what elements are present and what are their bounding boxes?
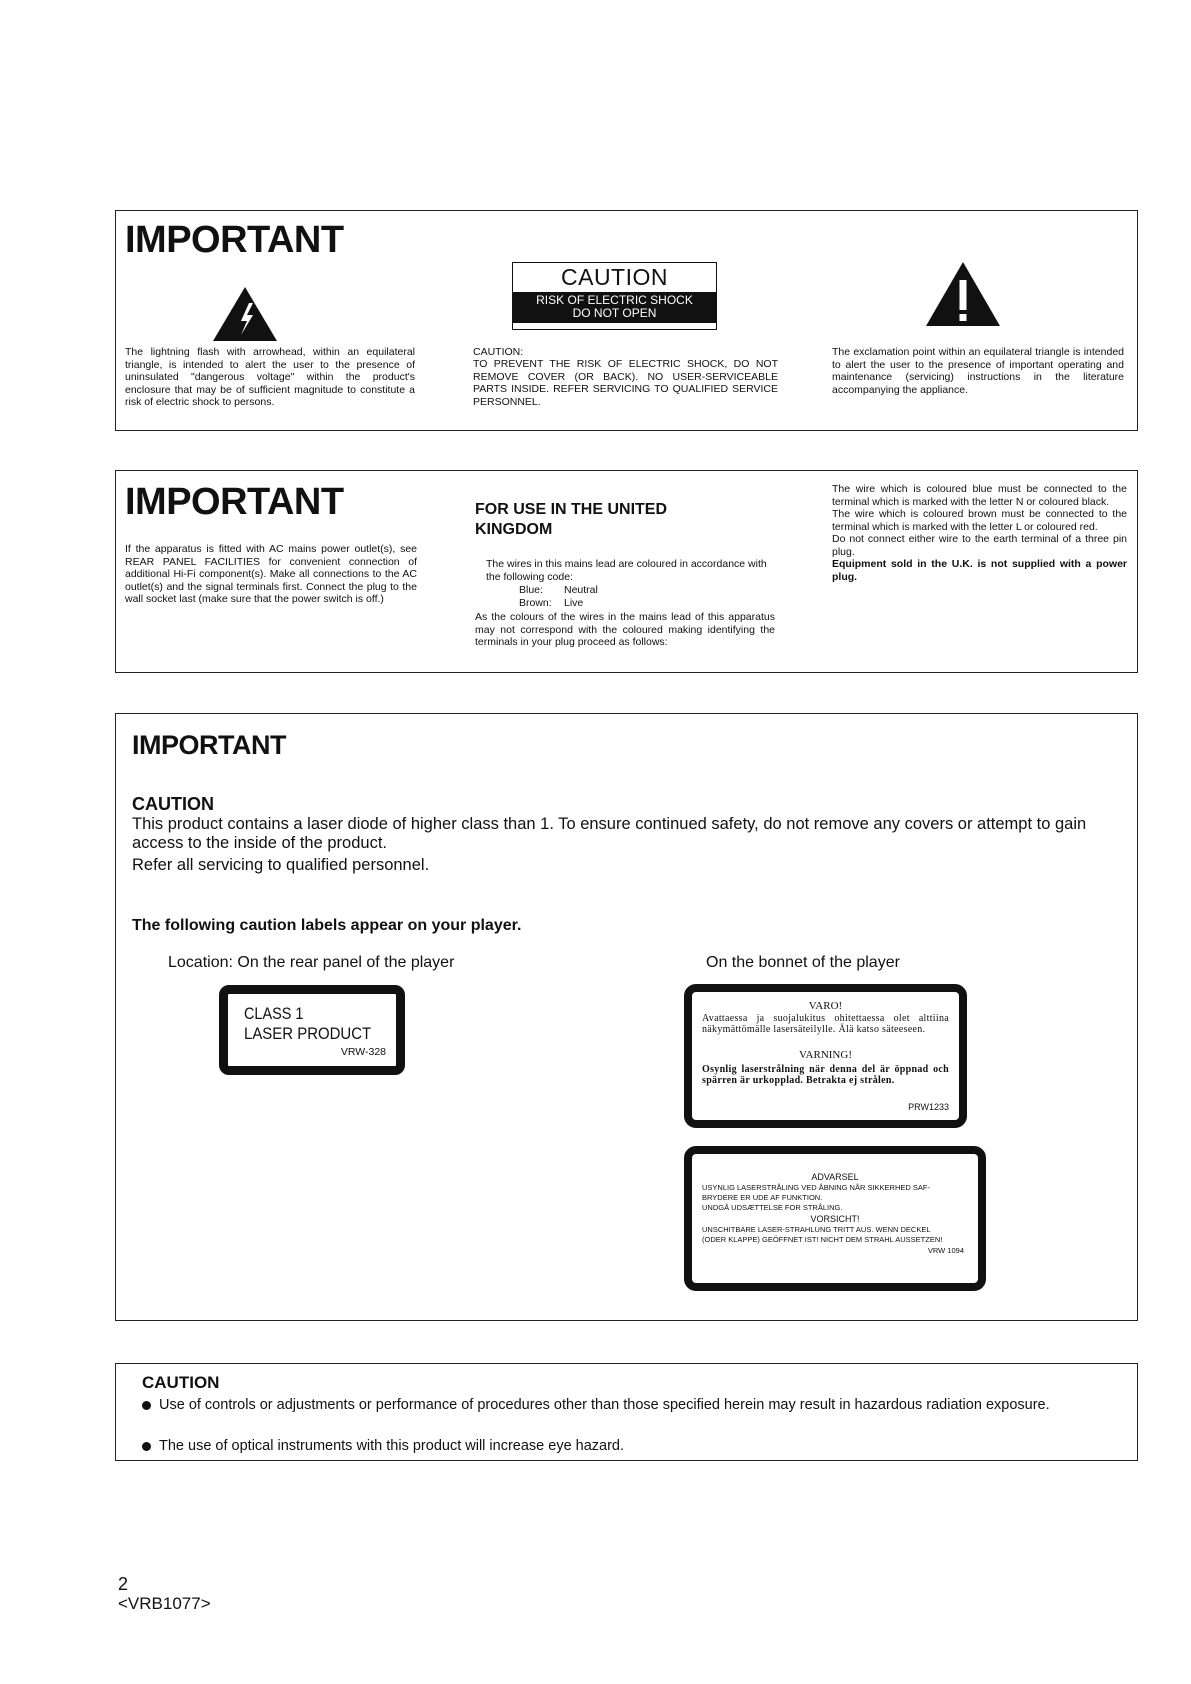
bullet-text-2: The use of optical instruments with this product will increase eye hazard. [159,1438,625,1454]
vorsicht-line-b: (ODER KLAPPE) GEÖFFNET IST! NICHT DEM STRAHL AUSSETZEN! [702,1235,943,1244]
exclamation-warning-icon [924,260,1002,328]
lightning-warning-icon [211,285,279,343]
vorsicht-title: VORSICHT! [810,1214,860,1224]
wires-note: As the colours of the wires in the mains lead of this apparatus may not correspond with the coloured making identifying the terminals in your plug proceed as follows: [475,611,775,648]
caution-banner-subtitle [513,292,716,323]
uk-heading: FOR USE IN THE UNITED KINGDOM [475,501,668,538]
advarsel-line-c: UNDGÅ UDSÆTTELSE FOR STRÅLING. [702,1203,843,1212]
plug-note: Equipment sold in the U.K. is not supplied with a power plug. [832,558,1127,583]
vorsicht-line-a: UNSCHITBARE LASER-STRAHLUNG TRITT AUS. WENN DECKEL [702,1225,931,1234]
varo-label [684,984,967,1128]
section1-heading: IMPORTANT [125,219,344,261]
document-code: <VRB1077> [118,1594,211,1613]
section2-heading: IMPORTANT [125,481,344,523]
brown-label: Brown: [519,597,552,609]
class1-line1: CLASS 1 [244,1004,304,1023]
caution-shock-text: TO PREVENT THE RISK OF ELECTRIC SHOCK, DO NOT REMOVE COVER (OR BACK). NO USER-SERVICEABLE PARTS INSIDE. REFER SERVICING TO QUALIFIED SERVICE PERSONNEL. [473,358,778,408]
advarsel-line-a: USYNLIG LASERSTRÅLING VED ÅBNING NÅR SIKKERHED SAF- [702,1183,930,1192]
caution-bullet-2 [142,1436,1127,1456]
section4-heading: CAUTION [142,1373,220,1392]
caution-shock-label: CAUTION: [473,346,524,358]
vorsicht-text [702,1225,972,1245]
varo-title: VARO! [808,1000,843,1012]
advarsel-code: VRW 1094 [927,1246,964,1255]
labels-heading: The following caution labels appear on your player. [132,917,522,934]
advarsel-text [702,1183,972,1213]
wire-code-blue [519,584,598,597]
banner-line-1: RISK OF ELECTRIC SHOCK [536,293,693,307]
uk-instructions [832,483,1127,583]
refer-servicing-text: Refer all servicing to qualified personnel. [132,856,430,874]
varo-text: Avattaessa ja suojalukitus ohitettaessa olet alttiina näkymättömälle lasersäteilylle. Älä katso säteeseen. [702,1013,949,1035]
section3-heading: IMPORTANT [132,730,286,760]
brown-value: Live [564,597,584,609]
class1-code: VRW-328 [340,1046,386,1058]
brown-wire-instruction: The wire which is coloured brown must be connected to the terminal which is marked with the letter L or coloured red. [832,508,1127,533]
caution-banner-title: CAUTION [561,264,668,290]
wires-intro: The wires in this mains lead are coloured in accordance with the following code: [486,558,767,583]
banner-line-2: DO NOT OPEN [572,306,657,320]
class1-line2: LASER PRODUCT [244,1024,372,1043]
laser-caution-text: This product contains a laser diode of higher class than 1. To ensure continued safety, do not remove any covers or attempt to gain access to the inside of the product. [132,815,1087,852]
varning-title: VARNING! [799,1049,852,1061]
caution-banner [512,262,717,330]
varo-code: PRW1233 [908,1102,949,1112]
earth-instruction: Do not connect either wire to the earth terminal of a three pin plug. [832,533,1127,558]
exclamation-description: The exclamation point within an equilateral triangle is intended to alert the user to the presence of important operating and maintenance (servicing) instructions in the literature accompanying the appliance. [832,346,1124,396]
blue-wire-instruction: The wire which is coloured blue must be connected to the terminal which is marked with the letter N or coloured black. [832,483,1127,508]
blue-value: Neutral [564,584,598,596]
laser-caution-heading: CAUTION [132,794,214,814]
bullet-icon [142,1442,151,1451]
location-bonnet: On the bonnet of the player [706,954,900,971]
location-rear: Location: On the rear panel of the player [168,954,455,971]
lightning-description: The lightning flash with arrowhead, within an equilateral triangle, is intended to alert the user to the presence of uninsulated "dangerous voltage" within the product's enclosure that may be of sufficient magnitude to constitute a risk of electric shock to persons. [125,346,415,408]
page-number: 2 [118,1574,129,1594]
bullet-text-1: Use of controls or adjustments or performance of procedures other than those specified herein may result in hazardous radiation exposure. [159,1397,1050,1413]
advarsel-title: ADVARSEL [811,1172,859,1182]
advarsel-line-b: BRYDERE ER UDE AF FUNKTION. [702,1193,823,1202]
advarsel-label [684,1146,986,1291]
wire-code-brown [519,597,583,610]
varning-text: Osynlig laserstrålning när denna del är öppnad och spärren är urkopplad. Betrakta ej strålen. [702,1064,949,1086]
blue-label: Blue: [519,584,543,596]
bullet-icon [142,1401,151,1410]
ac-outlet-text: If the apparatus is fitted with AC mains power outlet(s), see REAR PANEL FACILITIES for convenient connection of additional Hi-Fi component(s). Make all connections to the AC outlet(s) and the signal terminals first. Connect the plug to the wall socket last (make sure that the power switch is off.) [125,543,417,605]
class1-laser-label [219,985,405,1075]
caution-bullet-1 [142,1395,1127,1415]
